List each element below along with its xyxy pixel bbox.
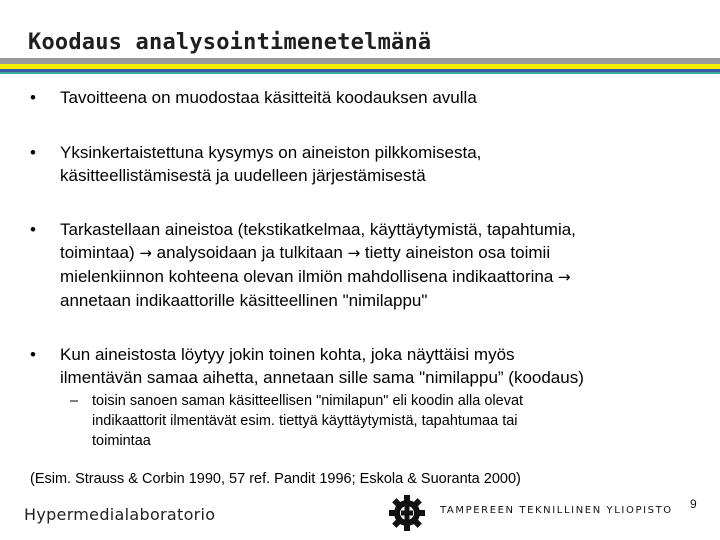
bullet-item <box>30 86 700 109</box>
sub-bullet-text: toimintaa <box>92 433 151 449</box>
bullet-text: Kun aineistosta löytyy jokin toinen kohta, joka näyttäisi myös <box>60 345 515 364</box>
bullet-text: Tavoitteena on muodostaa käsitteitä koodauksen avulla <box>60 88 477 107</box>
bullet-marker: • <box>30 345 36 364</box>
arrow-icon: → <box>347 244 361 262</box>
bullet-text: Tarkastellaan aineistoa (tekstikatkelmaa, käyttäytymistä, tapahtumia, <box>60 220 576 239</box>
sub-bullet-item <box>30 391 700 451</box>
bullet-item <box>30 141 700 187</box>
sub-bullet-text: indikaattorit ilmentävät esim. tiettyä käyttäytymistä, tapahtumaa tai <box>92 413 518 429</box>
bullet-text-segment: analysoidaan ja tulkitaan <box>151 243 348 262</box>
arrow-icon: → <box>558 268 571 286</box>
footer-lab-name: Hypermedialaboratorio <box>24 505 216 524</box>
slide-title: Koodaus analysointimenetelmänä <box>28 30 432 55</box>
university-name: TAMPEREEN TEKNILLINEN YLIOPISTO <box>440 505 673 516</box>
university-gear-logo-icon <box>388 494 426 532</box>
page-number: 9 <box>690 497 697 511</box>
sub-bullet-marker: – <box>70 393 79 409</box>
bullet-text: annetaan indikaattorille käsitteellinen "nimilappu" <box>60 291 428 310</box>
bullet-marker: • <box>30 143 36 162</box>
bullet-text-line <box>60 241 700 265</box>
bullet-text: Yksinkertaistettuna kysymys on aineiston pilkkomisesta, <box>60 143 482 162</box>
bullet-text: ilmentävän samaa aihetta, annetaan sille sama "nimilappu” (koodaus) <box>60 368 584 387</box>
bullet-item <box>30 218 700 312</box>
bullet-list <box>30 86 700 451</box>
bullet-text: käsitteellistämisestä ja uudelleen järjestämisestä <box>60 166 426 185</box>
sub-bullet-text: toisin sanoen saman käsitteellisen "nimilapun" eli koodin alla olevat <box>92 393 524 409</box>
arrow-icon: → <box>139 244 152 262</box>
bullet-text-segment: toimintaa) <box>60 243 140 262</box>
bullet-marker: • <box>30 88 36 107</box>
reference-citation: (Esim. Strauss & Corbin 1990, 57 ref. Pandit 1996; Eskola & Suoranta 2000) <box>30 471 521 487</box>
header-bar-teal <box>0 72 720 74</box>
bullet-text-segment: mielenkiinnon kohteena olevan ilmiön mahdollisena indikaattorina <box>60 267 559 286</box>
bullet-text-segment: tietty aineiston osa toimii <box>360 243 551 262</box>
bullet-item <box>30 343 700 389</box>
bullet-marker: • <box>30 220 36 239</box>
bullet-text-line <box>60 265 700 289</box>
